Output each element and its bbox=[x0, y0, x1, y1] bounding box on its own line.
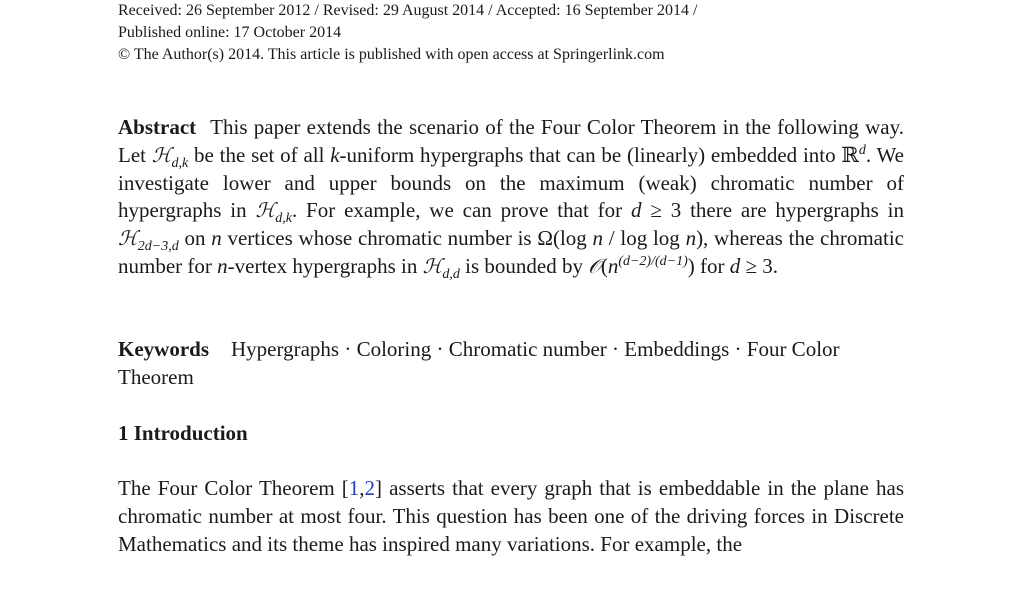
abstract-text: ≥ 3. bbox=[740, 253, 779, 278]
math-var: n bbox=[211, 226, 222, 251]
citation-link[interactable]: 1 bbox=[348, 476, 360, 500]
intro-text: , bbox=[359, 476, 365, 500]
intro-text: The Four Color Theorem [ bbox=[118, 476, 349, 500]
received-revised-accepted-line: Received: 26 September 2012 / Revised: 29 August 2014 / Accepted: 16 September 2014 / bbox=[118, 2, 698, 19]
superscript: d bbox=[858, 142, 866, 158]
abstract-text: vertices whose chromatic number is Ω(log bbox=[221, 226, 593, 251]
keywords-heading: Keywords bbox=[118, 337, 209, 361]
math-var: n bbox=[217, 253, 228, 278]
subscript: 2d−3,d bbox=[137, 239, 179, 255]
subscript: d,k bbox=[275, 211, 292, 227]
subscript: d,d bbox=[442, 267, 460, 283]
math-var: n bbox=[592, 226, 604, 251]
abstract-text: -uniform hypergraphs that can be (linearly) embedded into bbox=[339, 142, 842, 167]
abstract bbox=[118, 114, 904, 281]
abstract-text: This paper extends the scenario of the Four Color Theorem in the following way. Let bbox=[118, 115, 904, 167]
abstract-text: . For example, we can prove that for bbox=[291, 198, 631, 223]
math-var: d bbox=[729, 253, 741, 278]
math-var: n bbox=[607, 253, 619, 278]
keywords bbox=[118, 336, 904, 392]
keywords-list: Hypergraphs · Coloring · Chromatic number · Embeddings · Four Color Theorem bbox=[118, 337, 840, 389]
math-var: k bbox=[330, 142, 340, 167]
hypergraph-class-symbol: ℋ bbox=[151, 142, 172, 167]
real-space-symbol: ℝ bbox=[841, 142, 859, 167]
abstract-text: on bbox=[178, 226, 212, 251]
published-online-line: Published online: 17 October 2014 bbox=[118, 24, 342, 41]
abstract-text: is bounded by bbox=[459, 253, 589, 278]
abstract-text: ≥ 3 there are hypergraphs in bbox=[641, 198, 904, 223]
math-var: n bbox=[685, 226, 697, 251]
abstract-heading: Abstract bbox=[118, 115, 197, 139]
abstract-text: ) for bbox=[687, 253, 730, 278]
math-var: d bbox=[631, 198, 642, 223]
abstract-text: . We investigate lower and upper bounds on the maximum (weak) chromatic number of hypergraphs in bbox=[118, 142, 904, 223]
big-o-symbol: 𝒪 bbox=[588, 253, 601, 278]
subscript: d,k bbox=[171, 155, 189, 171]
citation-link[interactable]: 2 bbox=[364, 476, 376, 500]
intro-text: ] asserts that every graph that is embeddable in the plane has chromatic number at most four. This question has been one of the driving forces in Discrete Mathematics and its theme has inspired many variations. For example, the bbox=[118, 476, 904, 556]
superscript: (d−2)/(d−1) bbox=[618, 253, 688, 269]
hypergraph-class-symbol: ℋ bbox=[255, 198, 276, 223]
copyright-line: © The Author(s) 2014. This article is published with open access at Springerlink.com bbox=[118, 46, 665, 63]
section-title: 1 Introduction bbox=[118, 421, 248, 445]
hypergraph-class-symbol: ℋ bbox=[422, 253, 443, 278]
introduction-paragraph bbox=[118, 475, 904, 558]
hypergraph-class-symbol: ℋ bbox=[118, 226, 138, 251]
abstract-text: / log log bbox=[603, 226, 686, 251]
abstract-text: be the set of all bbox=[188, 142, 331, 167]
abstract-text: ), whereas the chromatic number for bbox=[118, 226, 904, 278]
abstract-text: -vertex hypergraphs in bbox=[227, 253, 423, 278]
abstract-text: ( bbox=[600, 253, 608, 278]
publication-info bbox=[118, 0, 904, 66]
